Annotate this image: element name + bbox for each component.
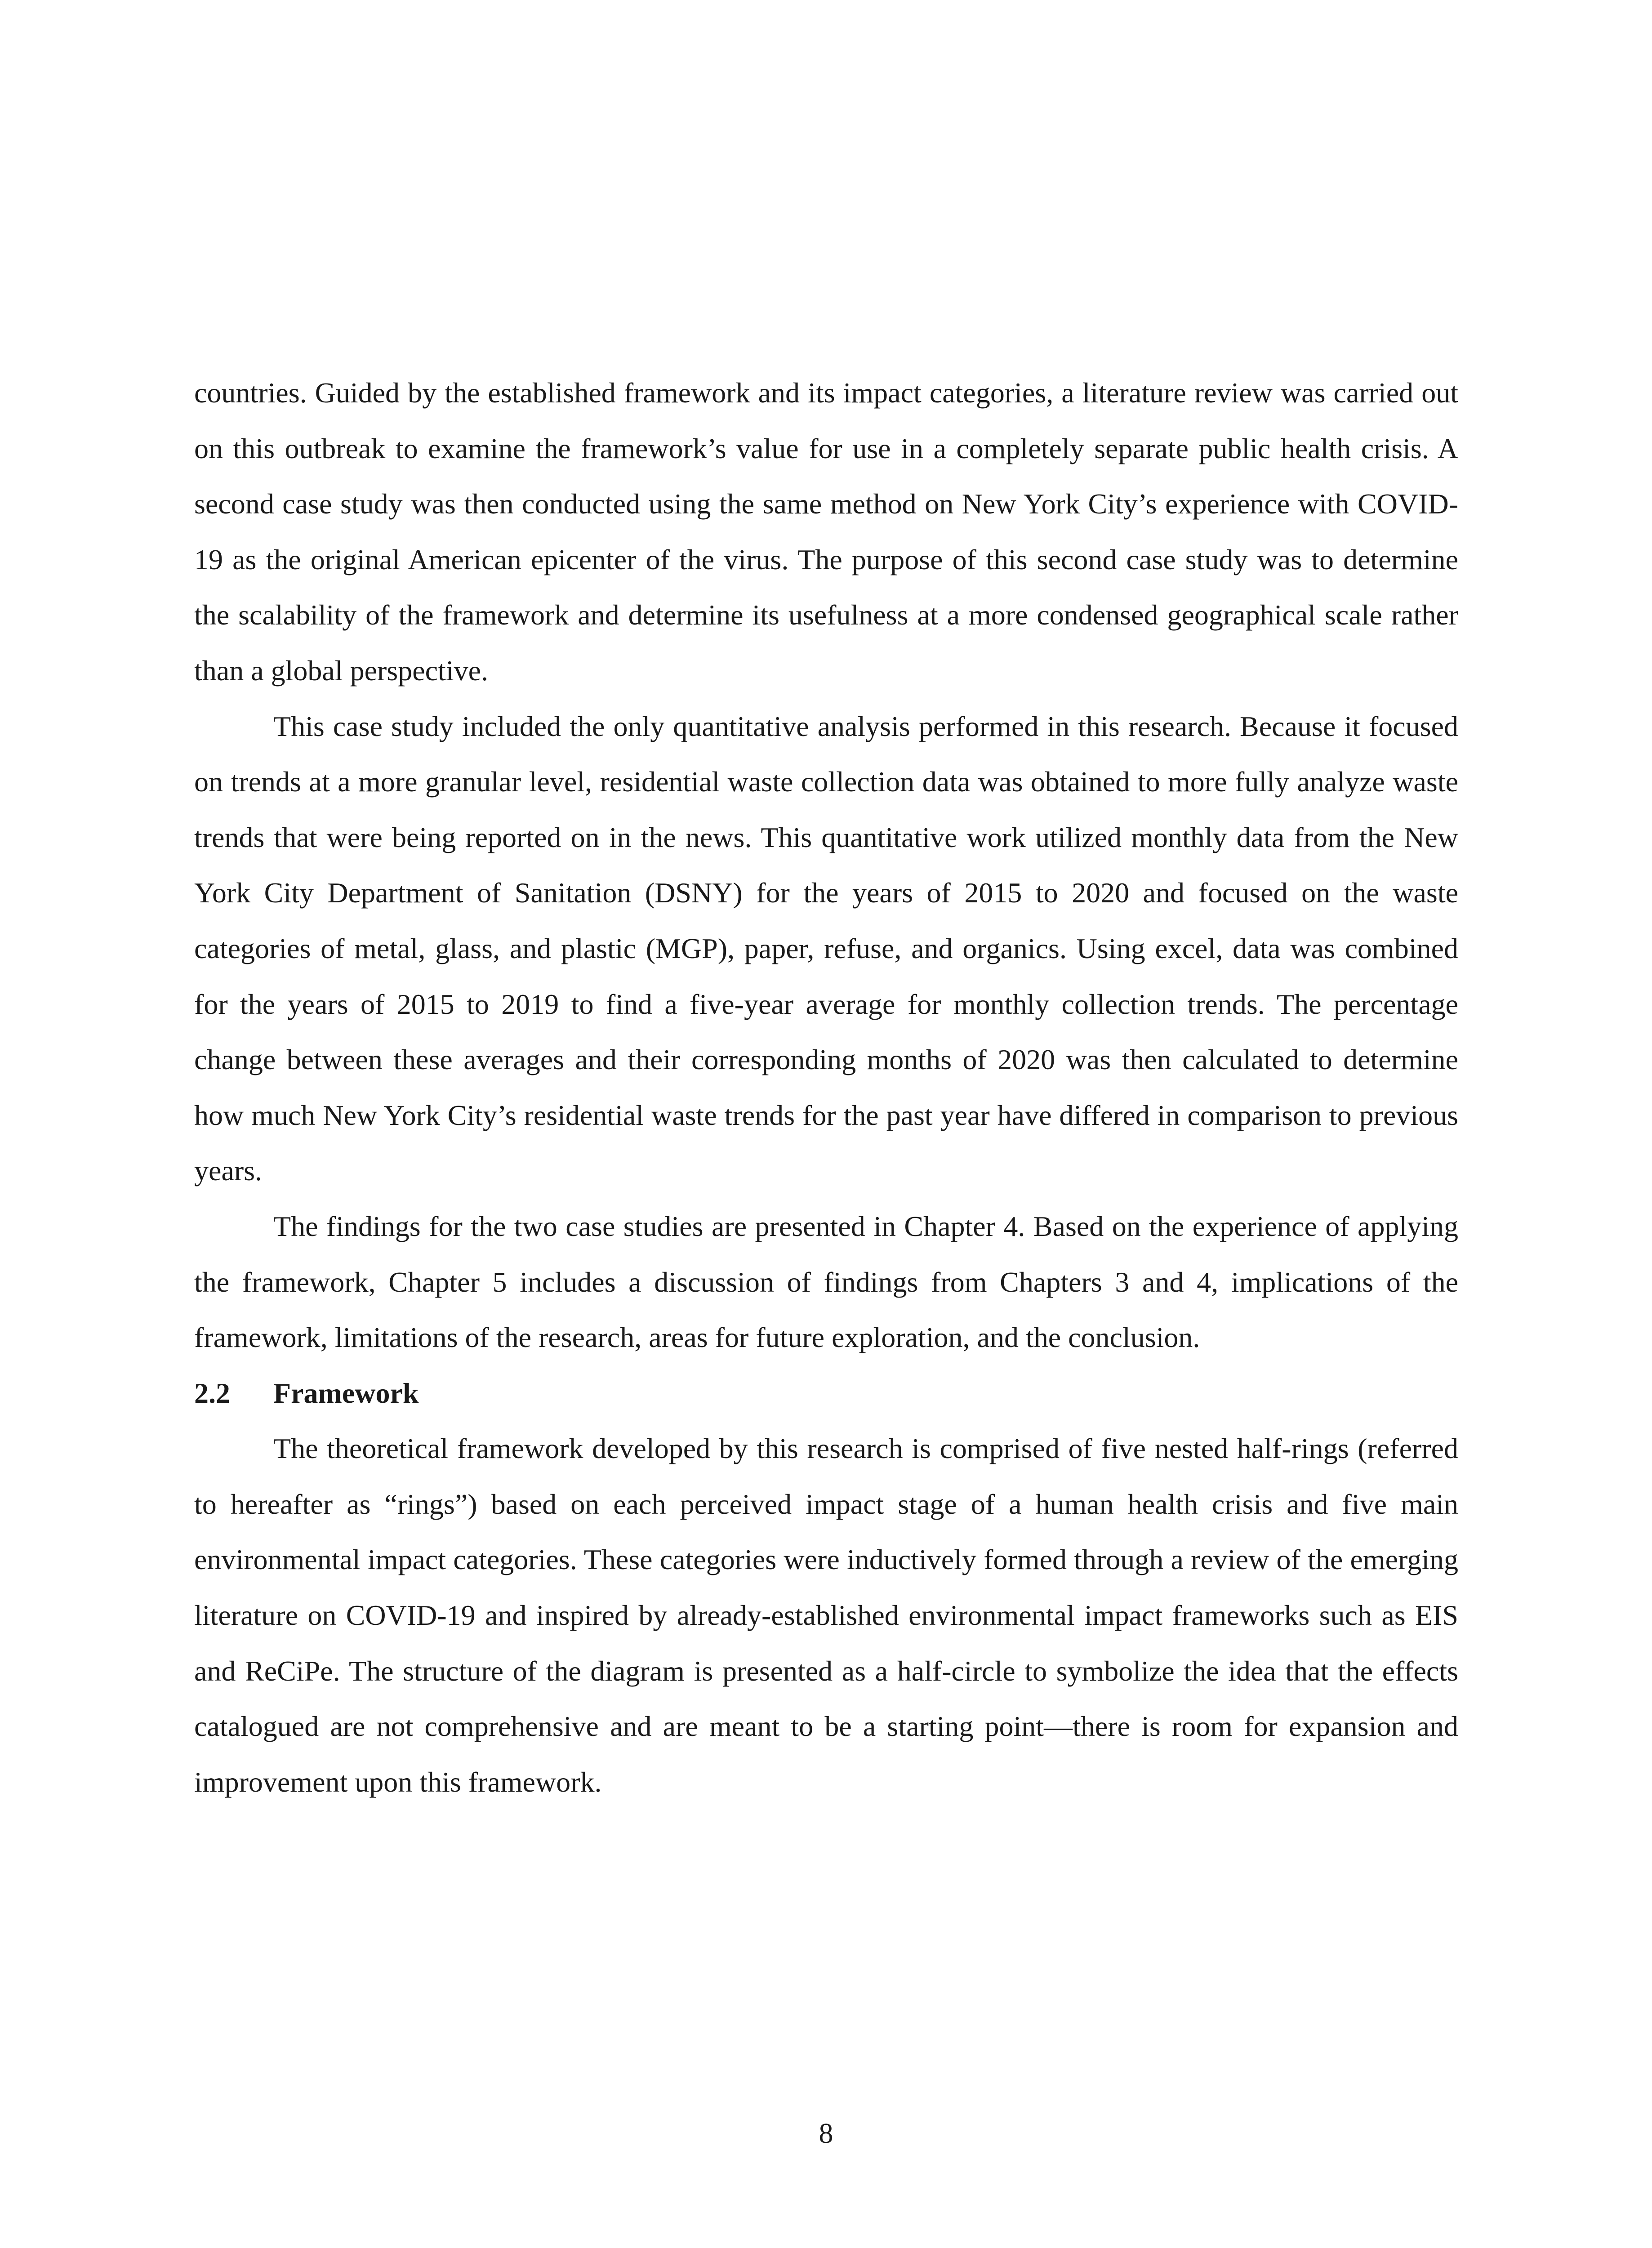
section-number: 2.2 bbox=[194, 1377, 230, 1409]
section-heading bbox=[194, 1365, 1458, 1421]
paragraph-case-study: This case study included the only quantitative analysis performed in this research. Because it focused on trends at a more granular level, residential waste collection data was obtained to more fully analyze waste trends that were being reported on in the news. This quantitative work utilized monthly data from the New York City Department of Sanitation (DSNY) for the years of 2015 to 2020 and focused on the waste categories of metal, glass, and plastic (MGP), paper, refuse, and organics. Using excel, data was combined for the years of 2015 to 2019 to find a five-year average for monthly collection trends. The percentage change between these averages and their corresponding months of 2020 was then calculated to determine how much New York City’s residential waste trends for the past year have differed in comparison to previous years. bbox=[194, 710, 1458, 1187]
body-text bbox=[194, 365, 1458, 1810]
paragraph-continuation: countries. Guided by the established framework and its impact categories, a literature review was carried out on this outbreak to examine the framework’s value for use in a completely separate public health crisis. A second case study was then conducted using the same method on New York City’s experience with COVID-19 as the original American epicenter of the virus. The purpose of this second case study was to determine the scalability of the framework and determine its usefulness at a more condensed geographical scale rather than a global perspective. bbox=[194, 377, 1458, 687]
paragraph-framework: The theoretical framework developed by this research is comprised of five nested half-rings (referred to hereafter as “rings”) based on each perceived impact stage of a human health crisis and five main environmental impact categories. These categories were inductively formed through a review of the emerging literature on COVID-19 and inspired by already-established environmental impact frameworks such as EIS and ReCiPe. The structure of the diagram is presented as a half-circle to symbolize the idea that the effects catalogued are not comprehensive and are meant to be a starting point—there is room for expansion and improvement upon this framework. bbox=[194, 1432, 1458, 1798]
page-number: 8 bbox=[819, 2117, 833, 2149]
section-title: Framework bbox=[273, 1377, 419, 1409]
paragraph-findings: The findings for the two case studies are presented in Chapter 4. Based on the experience of applying the framework, Chapter 5 includes a discussion of findings from Chapters 3 and 4, implications of the framework, limitations of the research, areas for future exploration, and the conclusion. bbox=[194, 1210, 1458, 1354]
